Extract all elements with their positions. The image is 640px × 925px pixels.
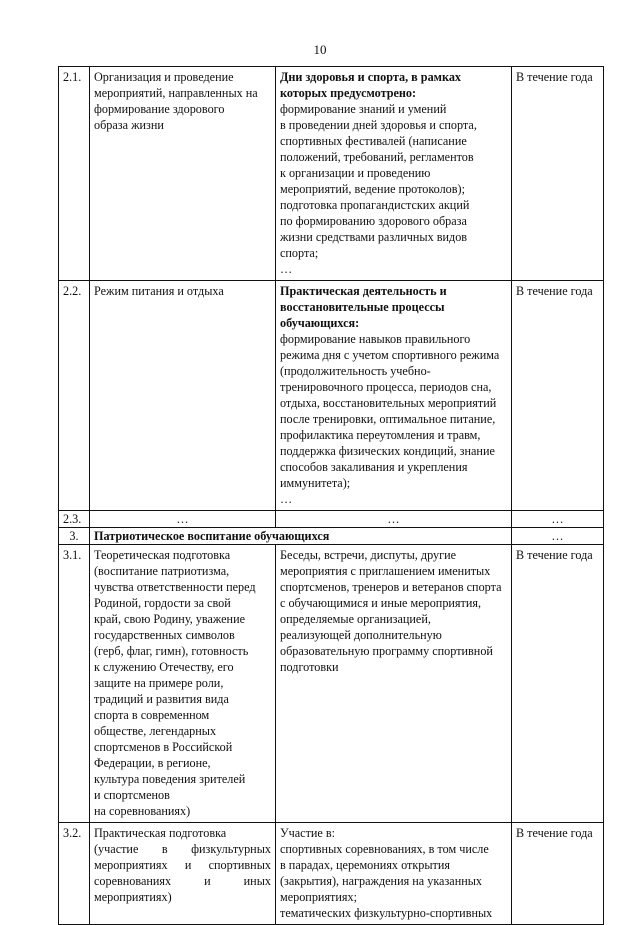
content-line: …	[280, 492, 293, 506]
content-line: Беседы, встречи, диспуты, другие	[280, 548, 457, 562]
content-line: к организации и проведению	[280, 166, 431, 180]
activity-line: спорта в современном	[94, 708, 210, 722]
activity-line: образа жизни	[94, 118, 164, 132]
row-number: 3.1.	[59, 545, 90, 823]
content-cell	[276, 67, 512, 281]
content-line: положений, требований, регламентов	[280, 150, 474, 164]
content-line: в парадах, церемониях открытия	[280, 858, 450, 872]
content-line: жизни средствами различных видов	[280, 230, 468, 244]
content-heading-line: обучающихся:	[280, 316, 360, 330]
activity-line: к служению Отечеству, его	[94, 660, 234, 674]
activity-cell	[90, 281, 276, 511]
term-cell: …	[512, 528, 604, 545]
content-line: с обучающимися и иные мероприятия,	[280, 596, 482, 610]
content-heading-line: восстановительные процессы	[280, 300, 445, 314]
term-cell: В течение года	[512, 67, 604, 281]
content-line: мероприятия с приглашением именитых	[280, 564, 491, 578]
content-line: тематических физкультурно-спортивных	[280, 906, 493, 920]
content-heading-line: которых предусмотрено:	[280, 86, 417, 100]
content-line: реализующей дополнительную	[280, 628, 442, 642]
activity-line: Федерации, в регионе,	[94, 756, 211, 770]
row-number: 3.2.	[59, 823, 90, 925]
activity-line: мероприятий, направленных на	[94, 86, 258, 100]
content-line: мероприятиях;	[280, 890, 357, 904]
content-line: по формированию здорового образа	[280, 214, 467, 228]
content-line: в проведении дней здоровья и спорта,	[280, 118, 477, 132]
content-line: отдыха, восстановительных мероприятий	[280, 396, 497, 410]
term-cell: В течение года	[512, 281, 604, 511]
content-line: (закрытия), награждения на указанных	[280, 874, 483, 888]
content-line: иммунитета);	[280, 476, 351, 490]
content-line: после тренировки, оптимальное питание,	[280, 412, 496, 426]
section-title: Патриотическое воспитание обучающихся	[90, 528, 512, 545]
activity-line: спортсменов в Российской	[94, 740, 233, 754]
activity-line: культура поведения зрителей	[94, 772, 246, 786]
row-number: 2.2.	[59, 281, 90, 511]
table-row-2-1	[59, 67, 604, 281]
activity-line: традиций и развития вида	[94, 692, 229, 706]
activity-cell: …	[90, 511, 276, 528]
content-line: способов закаливания и укрепления	[280, 460, 468, 474]
content-line: образовательную программу спортивной	[280, 644, 493, 658]
content-line: режима дня с учетом спортивного режима	[280, 348, 500, 362]
activity-line: мероприятиях)	[94, 890, 172, 904]
content-cell	[276, 545, 512, 823]
activity-line: Режим питания и отдыха	[94, 284, 224, 298]
content-line: профилактика переутомления и травм,	[280, 428, 481, 442]
table-row-3-2	[59, 823, 604, 925]
content-line: спортсменов, тренеров и ветеранов спорта	[280, 580, 502, 594]
activity-line: формирование здорового	[94, 102, 225, 116]
activity-line: Организация и проведение	[94, 70, 234, 84]
term-cell: …	[512, 511, 604, 528]
content-heading-line: Практическая деятельность и	[280, 284, 447, 298]
content-line: мероприятий, ведение протоколов);	[280, 182, 465, 196]
content-line: тренировочного процесса, периодов сна,	[280, 380, 492, 394]
content-cell	[276, 823, 512, 925]
content-line: спортивных фестивалей (написание	[280, 134, 467, 148]
content-line: спортивных соревнованиях, в том числе	[280, 842, 489, 856]
content-line: Участие в:	[280, 826, 336, 840]
section-header-3	[59, 528, 604, 545]
activity-line: Практическая подготовка	[94, 826, 227, 840]
activity-line: (герб, флаг, гимн), готовность	[94, 644, 249, 658]
term-cell: В течение года	[512, 823, 604, 925]
content-line: подготовка пропагандистских акций	[280, 198, 470, 212]
activity-line: Родиной, гордости за свой	[94, 596, 231, 610]
content-line: подготовки	[280, 660, 339, 674]
row-number: 2.3.	[59, 511, 90, 528]
activity-line: государственных символов	[94, 628, 235, 642]
content-line: спорта;	[280, 246, 319, 260]
row-number: 2.1.	[59, 67, 90, 281]
activity-line: край, свою Родину, уважение	[94, 612, 246, 626]
activity-line: мероприятиях и спортивных	[94, 858, 271, 872]
activity-cell	[90, 67, 276, 281]
activity-line: чувства ответственности перед	[94, 580, 256, 594]
activity-line: (воспитание патриотизма,	[94, 564, 230, 578]
activity-line: и спортсменов	[94, 788, 170, 802]
content-line: формирование навыков правильного	[280, 332, 471, 346]
table-row-2-2	[59, 281, 604, 511]
section-number: 3.	[59, 528, 90, 545]
activity-cell	[90, 823, 276, 925]
table-row-3-1	[59, 545, 604, 823]
activity-line: на соревнованиях)	[94, 804, 191, 818]
activity-line: Теоретическая подготовка	[94, 548, 231, 562]
activity-cell	[90, 545, 276, 823]
activity-line: соревнованиях и иных	[94, 874, 271, 888]
content-cell	[276, 281, 512, 511]
content-cell: …	[276, 511, 512, 528]
activity-line: защите на примере роли,	[94, 676, 224, 690]
activity-line: (участие в физкультурных	[94, 842, 271, 856]
events-table	[58, 66, 604, 925]
activity-line: обществе, легендарных	[94, 724, 217, 738]
term-cell: В течение года	[512, 545, 604, 823]
content-line: определяемые организацией,	[280, 612, 431, 626]
content-line: …	[280, 262, 293, 276]
content-line: (продолжительность учебно-	[280, 364, 431, 378]
content-heading-line: Дни здоровья и спорта, в рамках	[280, 70, 462, 84]
table-row-2-3	[59, 511, 604, 528]
content-line: поддержка физических кондиций, знание	[280, 444, 495, 458]
page-number: 10	[313, 42, 327, 57]
content-line: формирование знаний и умений	[280, 102, 447, 116]
